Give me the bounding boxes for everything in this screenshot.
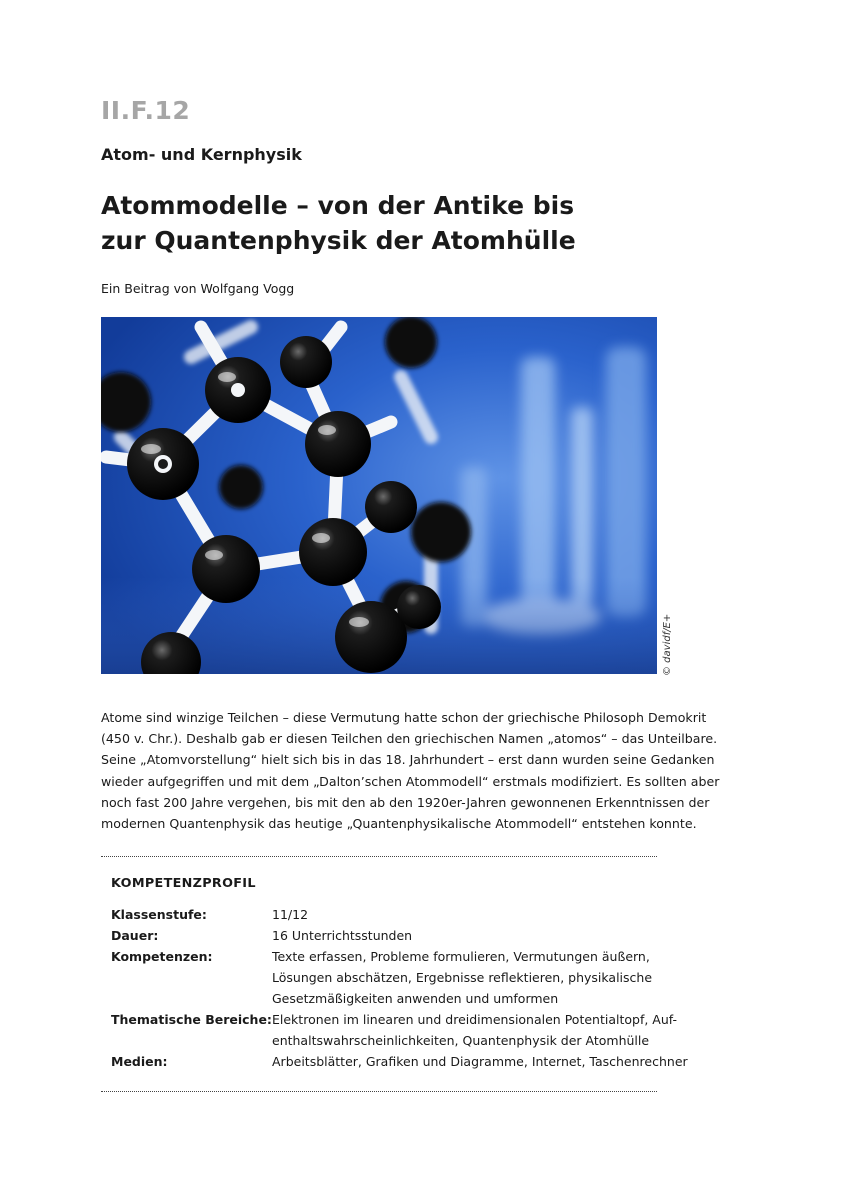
profile-label: Medien:: [111, 1054, 168, 1069]
dotted-divider-top: [101, 856, 657, 857]
profile-value-line: Texte erfassen, Probleme formulieren, Vermutungen äußern,: [272, 949, 650, 964]
profile-value-line: 16 Unterrichtsstunden: [272, 928, 413, 943]
profile-value-line: enthaltswahrscheinlichkeiten, Quantenphysik der Atomhülle: [272, 1033, 650, 1048]
profile-label: Klassenstufe:: [111, 907, 207, 922]
page-title: [101, 188, 661, 258]
profile-value: [272, 946, 662, 1009]
profile-value-line: Arbeitsblätter, Grafiken und Diagramme, Internet, Taschenrechner: [272, 1054, 688, 1069]
profile-label: Dauer:: [111, 928, 159, 943]
competence-profile-heading: KOMPETENZPROFIL: [111, 876, 256, 891]
title-line-2: zur Quantenphysik der Atomhülle: [101, 226, 576, 255]
title-line-1: Atommodelle – von der Antike bis: [101, 191, 575, 220]
profile-value: [272, 1009, 677, 1051]
intro-line: (450 v. Chr.). Deshalb gab er diesen Teilchen den griechischen Namen „atomos“ – das Unteilbare.: [101, 731, 718, 747]
molecule-model-illustration: [101, 317, 657, 674]
author-line: Ein Beitrag von Wolfgang Vogg: [101, 281, 295, 296]
subject-heading: Atom- und Kernphysik: [101, 145, 302, 164]
profile-value-line: Elektronen im linearen und dreidimensionalen Potentialtopf, Auf-: [272, 1012, 677, 1027]
image-credit-text: © davidf/E+: [662, 613, 673, 676]
profile-value-line: Gesetzmäßigkeiten anwenden und umformen: [272, 991, 559, 1006]
intro-line: noch fast 200 Jahre vergehen, bis mit den ab den 1920er-Jahren gewonnenen Erkenntnissen der: [101, 794, 710, 810]
intro-paragraph: [101, 707, 720, 834]
profile-value-line: Lösungen abschätzen, Ergebnisse reflektieren, physikalische: [272, 970, 653, 985]
intro-line: Seine „Atomvorstellung“ hielt sich bis in das 18. Jahrhundert – erst dann wurden seine Gedanken: [101, 752, 715, 768]
intro-line: Atome sind winzige Teilchen – diese Vermutung hatte schon der griechische Philosoph Demokrit: [101, 710, 707, 725]
profile-label: Kompetenzen:: [111, 949, 213, 964]
image-credit: [662, 613, 678, 676]
profile-value: [272, 925, 662, 946]
molecule-model-photo: [101, 317, 657, 674]
series-code: II.F.12: [101, 96, 191, 125]
intro-line: wieder aufgegriffen und mit dem „Dalton’schen Atommodell“ erstmals modifiziert. Es sollten aber: [101, 773, 720, 789]
profile-label: Thematische Bereiche:: [111, 1012, 272, 1027]
intro-line: modernen Quantenphysik das heutige „Quantenphysikalische Atommodell“ entstehen konnte.: [101, 816, 697, 832]
profile-value: [272, 1051, 688, 1072]
profile-value-line: 11/12: [272, 907, 309, 922]
profile-value: [272, 904, 662, 925]
dotted-divider-bottom: [101, 1091, 657, 1092]
